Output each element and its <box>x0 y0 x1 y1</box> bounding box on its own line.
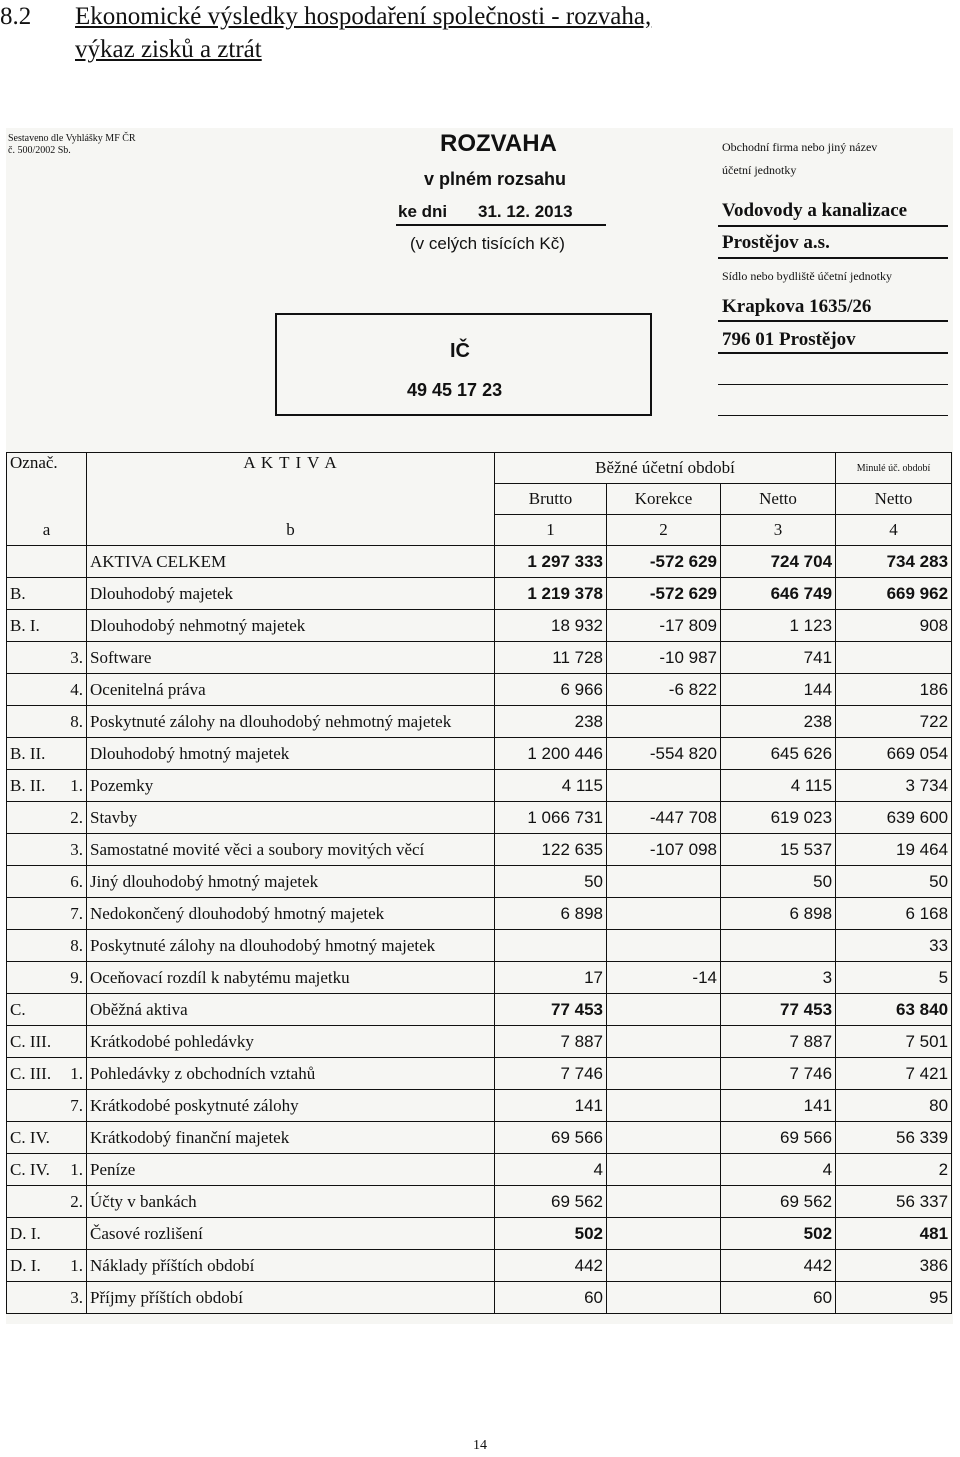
cell-korekce: -10 987 <box>607 642 721 674</box>
row-item-number: 2. <box>70 1191 83 1211</box>
cell-prev: 7 501 <box>836 1026 952 1058</box>
row-item-name: Jiný dlouhodobý hmotný majetek <box>87 866 495 898</box>
cell-prev: 908 <box>836 610 952 642</box>
cell-korekce: -6 822 <box>607 674 721 706</box>
cell-prev: 722 <box>836 706 952 738</box>
date-value: 31. 12. 2013 <box>478 202 573 221</box>
row-group-code: B. I. <box>10 615 40 635</box>
row-designation <box>7 674 87 706</box>
cell-netto: 69 562 <box>721 1186 836 1218</box>
cell-prev: 7 421 <box>836 1058 952 1090</box>
row-designation <box>7 546 87 578</box>
cell-prev: 669 962 <box>836 578 952 610</box>
cell-korekce <box>607 1186 721 1218</box>
cell-korekce <box>607 1250 721 1282</box>
cell-brutto: 69 566 <box>495 1122 607 1154</box>
cell-prev: 33 <box>836 930 952 962</box>
table-row <box>7 1282 952 1314</box>
cell-korekce: -107 098 <box>607 834 721 866</box>
idx-b: b <box>87 515 495 546</box>
row-designation <box>7 770 87 802</box>
company-name-2: Prostějov a.s. <box>722 232 830 253</box>
cell-netto: 50 <box>721 866 836 898</box>
row-designation <box>7 610 87 642</box>
cell-netto: 69 566 <box>721 1122 836 1154</box>
cell-netto: 4 <box>721 1154 836 1186</box>
cell-korekce: -17 809 <box>607 610 721 642</box>
form-subtitle: v plném rozsahu <box>424 169 567 189</box>
row-group-code: C. IV. <box>10 1127 50 1147</box>
cell-korekce <box>607 1058 721 1090</box>
table-row <box>7 546 952 578</box>
cell-prev: 186 <box>836 674 952 706</box>
table-row <box>7 1218 952 1250</box>
table-row <box>7 1026 952 1058</box>
cell-korekce: -572 629 <box>607 546 721 578</box>
cell-korekce <box>607 1090 721 1122</box>
row-designation <box>7 994 87 1026</box>
cell-korekce <box>607 1026 721 1058</box>
row-item-name: Stavby <box>87 802 495 834</box>
cell-prev: 386 <box>836 1250 952 1282</box>
table-row <box>7 674 952 706</box>
row-designation <box>7 1186 87 1218</box>
row-group-code: C. <box>10 999 26 1019</box>
col-korekce: Korekce <box>607 484 721 515</box>
cell-prev: 734 283 <box>836 546 952 578</box>
ico-value: 49 45 17 23 <box>407 380 503 400</box>
idx-a: a <box>7 515 87 546</box>
table-row <box>7 834 952 866</box>
units-note: (v celých tisících Kč) <box>410 234 565 253</box>
table-row <box>7 994 952 1026</box>
cell-prev: 56 339 <box>836 1122 952 1154</box>
cell-brutto: 17 <box>495 962 607 994</box>
row-designation <box>7 866 87 898</box>
row-item-name: Krátkodobý finanční majetek <box>87 1122 495 1154</box>
table-row <box>7 1122 952 1154</box>
row-designation <box>7 1090 87 1122</box>
table-index-row <box>7 515 952 546</box>
legal-note-line2: č. 500/2002 Sb. <box>8 145 71 156</box>
row-item-name: Dlouhodobý nehmotný majetek <box>87 610 495 642</box>
cell-prev: 481 <box>836 1218 952 1250</box>
cell-netto: 7 887 <box>721 1026 836 1058</box>
cell-prev: 50 <box>836 866 952 898</box>
row-designation <box>7 578 87 610</box>
cell-netto: 15 537 <box>721 834 836 866</box>
cell-prev: 63 840 <box>836 994 952 1026</box>
cell-netto: 144 <box>721 674 836 706</box>
table-row <box>7 1250 952 1282</box>
row-designation <box>7 898 87 930</box>
cell-netto: 741 <box>721 642 836 674</box>
row-item-number: 8. <box>70 711 83 731</box>
row-item-name: Poskytnuté zálohy na dlouhodobý nehmotný majetek <box>87 706 495 738</box>
cell-korekce: -14 <box>607 962 721 994</box>
cell-prev: 5 <box>836 962 952 994</box>
cell-brutto: 60 <box>495 1282 607 1314</box>
ico-label: IČ <box>450 340 470 362</box>
row-designation <box>7 834 87 866</box>
address-line-1: Krapkova 1635/26 <box>722 296 872 317</box>
table-row <box>7 770 952 802</box>
row-group-code: B. II. <box>10 775 46 795</box>
table-row <box>7 962 952 994</box>
cell-brutto: 442 <box>495 1250 607 1282</box>
cell-prev: 3 734 <box>836 770 952 802</box>
row-item-name: Oceňovací rozdíl k nabytému majetku <box>87 962 495 994</box>
row-designation <box>7 1026 87 1058</box>
row-item-number: 4. <box>70 679 83 699</box>
row-item-name: Ocenitelná práva <box>87 674 495 706</box>
address-rule-3 <box>718 384 948 385</box>
row-designation <box>7 1154 87 1186</box>
cell-korekce <box>607 1218 721 1250</box>
row-item-name: Poskytnuté zálohy na dlouhodobý hmotný majetek <box>87 930 495 962</box>
cell-korekce: -572 629 <box>607 578 721 610</box>
row-item-number: 3. <box>70 839 83 859</box>
idx-2: 2 <box>607 515 721 546</box>
cell-brutto: 7 746 <box>495 1058 607 1090</box>
row-item-number: 6. <box>70 871 83 891</box>
table-row <box>7 706 952 738</box>
table-body <box>7 546 952 1314</box>
cell-brutto: 4 <box>495 1154 607 1186</box>
row-designation <box>7 1122 87 1154</box>
row-item-number: 7. <box>70 1095 83 1115</box>
cell-netto: 7 746 <box>721 1058 836 1090</box>
table-row <box>7 866 952 898</box>
cell-brutto: 1 297 333 <box>495 546 607 578</box>
cell-brutto <box>495 930 607 962</box>
row-item-number: 8. <box>70 935 83 955</box>
cell-brutto: 77 453 <box>495 994 607 1026</box>
row-group-code: C. III. <box>10 1031 52 1051</box>
cell-netto: 442 <box>721 1250 836 1282</box>
idx-4: 4 <box>836 515 952 546</box>
address-line-2: 796 01 Prostějov <box>722 329 856 350</box>
row-designation <box>7 802 87 834</box>
row-designation <box>7 1250 87 1282</box>
table-row <box>7 642 952 674</box>
row-item-name: Nedokončený dlouhodobý hmotný majetek <box>87 898 495 930</box>
cell-netto: 60 <box>721 1282 836 1314</box>
date-underline <box>396 224 606 226</box>
row-item-number: 1. <box>70 1255 83 1275</box>
row-item-name: Krátkodobé pohledávky <box>87 1026 495 1058</box>
table-row <box>7 898 952 930</box>
row-item-name: Příjmy příštích období <box>87 1282 495 1314</box>
col-netto: Netto <box>721 484 836 515</box>
table-row <box>7 1090 952 1122</box>
cell-prev: 56 337 <box>836 1186 952 1218</box>
row-item-number: 3. <box>70 647 83 667</box>
row-designation <box>7 1058 87 1090</box>
cell-netto: 645 626 <box>721 738 836 770</box>
cell-korekce <box>607 1282 721 1314</box>
cell-netto: 6 898 <box>721 898 836 930</box>
cell-korekce: -447 708 <box>607 802 721 834</box>
seat-label: Sídlo nebo bydliště účetní jednotky <box>722 269 892 283</box>
table-row <box>7 738 952 770</box>
cell-netto: 4 115 <box>721 770 836 802</box>
cell-brutto: 1 066 731 <box>495 802 607 834</box>
row-item-number: 7. <box>70 903 83 923</box>
row-item-name: Účty v bankách <box>87 1186 495 1218</box>
company-label-1: Obchodní firma nebo jiný název <box>722 140 878 154</box>
cell-netto <box>721 930 836 962</box>
row-designation <box>7 738 87 770</box>
header-ozn: Označ. <box>7 453 87 515</box>
row-item-name: Samostatné movité věci a soubory movitých věcí <box>87 834 495 866</box>
cell-prev: 19 464 <box>836 834 952 866</box>
cell-korekce <box>607 1122 721 1154</box>
table-header-row <box>7 453 952 484</box>
address-rule-2 <box>718 352 948 354</box>
row-group-code: C. III. <box>10 1063 52 1083</box>
row-group-code: B. II. <box>10 743 46 763</box>
cell-prev <box>836 642 952 674</box>
row-item-number: 1. <box>70 1159 83 1179</box>
table-row <box>7 1186 952 1218</box>
table-row <box>7 930 952 962</box>
row-group-code: B. <box>10 583 26 603</box>
row-group-code: D. I. <box>10 1223 41 1243</box>
row-item-name: Náklady příštích období <box>87 1250 495 1282</box>
row-designation <box>7 706 87 738</box>
cell-brutto: 1 219 378 <box>495 578 607 610</box>
cell-brutto: 69 562 <box>495 1186 607 1218</box>
cell-brutto: 122 635 <box>495 834 607 866</box>
row-item-number: 1. <box>70 775 83 795</box>
section-title-line2: výkaz zisků a ztrát <box>75 36 262 63</box>
section-number: 8.2 <box>0 3 32 30</box>
cell-brutto: 50 <box>495 866 607 898</box>
table-row <box>7 578 952 610</box>
idx-3: 3 <box>721 515 836 546</box>
cell-prev: 6 168 <box>836 898 952 930</box>
cell-netto: 3 <box>721 962 836 994</box>
cell-brutto: 1 200 446 <box>495 738 607 770</box>
cell-prev: 80 <box>836 1090 952 1122</box>
row-designation <box>7 1218 87 1250</box>
idx-1: 1 <box>495 515 607 546</box>
cell-brutto: 6 966 <box>495 674 607 706</box>
row-item-name: Dlouhodobý hmotný majetek <box>87 738 495 770</box>
cell-korekce <box>607 770 721 802</box>
table-row <box>7 1058 952 1090</box>
cell-netto: 502 <box>721 1218 836 1250</box>
company-name-1: Vodovody a kanalizace <box>722 200 908 221</box>
cell-brutto: 6 898 <box>495 898 607 930</box>
cell-brutto: 11 728 <box>495 642 607 674</box>
cell-netto: 619 023 <box>721 802 836 834</box>
cell-netto: 238 <box>721 706 836 738</box>
cell-netto: 141 <box>721 1090 836 1122</box>
cell-netto: 646 749 <box>721 578 836 610</box>
balance-table <box>6 452 952 1314</box>
header-aktiva: A K T I V A <box>87 453 495 515</box>
cell-brutto: 502 <box>495 1218 607 1250</box>
table-row <box>7 1154 952 1186</box>
cell-korekce: -554 820 <box>607 738 721 770</box>
row-item-name: Krátkodobé poskytnuté zálohy <box>87 1090 495 1122</box>
cell-korekce <box>607 706 721 738</box>
cell-prev: 639 600 <box>836 802 952 834</box>
row-item-name: AKTIVA CELKEM <box>87 546 495 578</box>
row-designation <box>7 642 87 674</box>
row-item-name: Časové rozlišení <box>87 1218 495 1250</box>
cell-korekce <box>607 930 721 962</box>
row-item-name: Software <box>87 642 495 674</box>
col-brutto: Brutto <box>495 484 607 515</box>
row-designation <box>7 1282 87 1314</box>
company-line-2 <box>718 257 948 259</box>
row-item-name: Dlouhodobý majetek <box>87 578 495 610</box>
row-item-name: Pozemky <box>87 770 495 802</box>
cell-korekce <box>607 1154 721 1186</box>
table-row <box>7 610 952 642</box>
cell-korekce <box>607 866 721 898</box>
cell-brutto: 18 932 <box>495 610 607 642</box>
company-line-1 <box>718 225 948 227</box>
row-item-number: 9. <box>70 967 83 987</box>
cell-korekce <box>607 898 721 930</box>
cell-brutto: 4 115 <box>495 770 607 802</box>
row-item-name: Pohledávky z obchodních vztahů <box>87 1058 495 1090</box>
section-title-line1: Ekonomické výsledky hospodaření společnosti - rozvaha, <box>75 3 652 30</box>
row-item-name: Oběžná aktiva <box>87 994 495 1026</box>
company-label-2: účetní jednotky <box>722 163 797 177</box>
form-title: ROZVAHA <box>440 130 557 157</box>
cell-brutto: 238 <box>495 706 607 738</box>
cell-prev: 669 054 <box>836 738 952 770</box>
legal-note-line1: Sestaveno dle Vyhlášky MF ČR <box>8 133 136 144</box>
col-netto-prev: Netto <box>836 484 952 515</box>
row-item-number: 1. <box>70 1063 83 1083</box>
row-designation <box>7 930 87 962</box>
cell-prev: 2 <box>836 1154 952 1186</box>
table-row <box>7 802 952 834</box>
cell-brutto: 7 887 <box>495 1026 607 1058</box>
address-rule-4 <box>718 415 948 416</box>
row-item-number: 3. <box>70 1287 83 1307</box>
cell-netto: 724 704 <box>721 546 836 578</box>
cell-korekce <box>607 994 721 1026</box>
header-previous-period: Minulé úč. období <box>836 453 952 484</box>
page-number: 14 <box>473 1438 487 1453</box>
cell-brutto: 141 <box>495 1090 607 1122</box>
row-item-number: 2. <box>70 807 83 827</box>
cell-netto: 77 453 <box>721 994 836 1026</box>
row-group-code: C. IV. <box>10 1159 50 1179</box>
row-item-name: Peníze <box>87 1154 495 1186</box>
cell-prev: 95 <box>836 1282 952 1314</box>
row-group-code: D. I. <box>10 1255 41 1275</box>
header-current-period: Běžné účetní období <box>495 453 836 484</box>
date-prefix: ke dni <box>398 202 448 221</box>
cell-netto: 1 123 <box>721 610 836 642</box>
address-rule-1 <box>718 320 948 322</box>
row-designation <box>7 962 87 994</box>
